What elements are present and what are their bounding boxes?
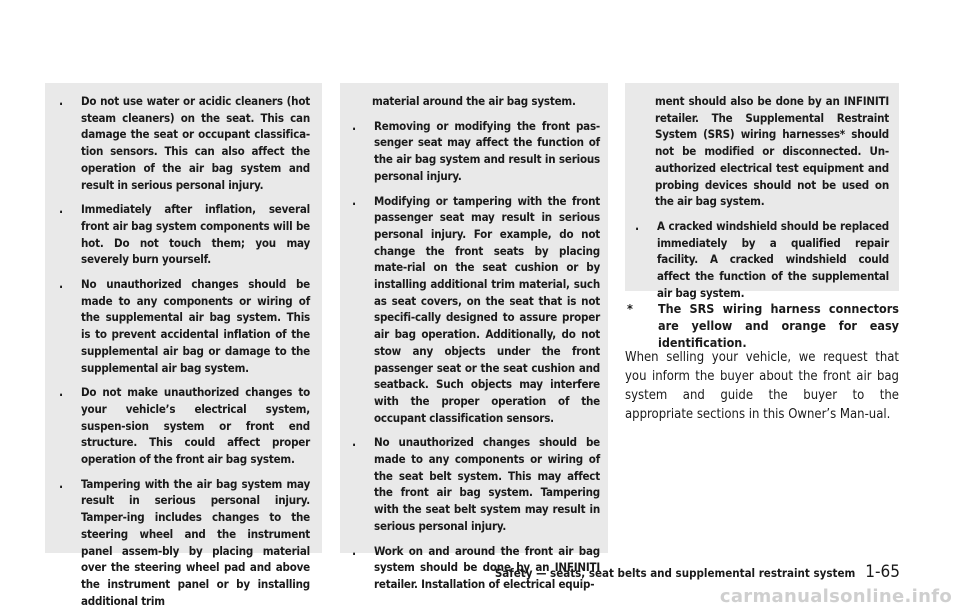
warning-column-2 bbox=[340, 83, 608, 591]
warning-bullet: . No unauthorized changes should be made to any components or wiring of the supplemental air bag system. This is to prevent accidental inflation of the supplemental air bag or damage to the supplemental air bag system. bbox=[59, 277, 310, 375]
footnote bbox=[625, 300, 899, 351]
warning-bullet: . Do not make unauthorized changes to your vehicle’s electrical system, suspen-sion system or front end structure. This could affect proper operation of the front air bag system. bbox=[59, 385, 310, 467]
warning-bullet: . A cracked windshield should be replaced immediately by a qualified repair facility. A cracked windshield could affect the function of the supplemental air bag system. bbox=[635, 218, 889, 300]
warning-bullet: . Modifying or tampering with the front passenger seat may result in serious personal injury. For example, do not change the front seats by placing mate-rial on the seat cushion or by installing additional trim material, such as seat covers, on the seat that is not specifi-cally designed to assure proper air bag operation. Additionally, do not stow any objects under the front passenger seat or the seat cushion and seatback. Such objects may interfere with the proper operation of the occupant classification sensors. bbox=[352, 193, 600, 425]
warning-bullet: . Removing or modifying the front pas-senger seat may affect the function of the air bag system and result in serious personal injury. bbox=[352, 118, 600, 183]
page-number: 1-65 bbox=[865, 562, 900, 582]
continued-text: material around the air bag system. bbox=[372, 94, 576, 108]
watermark: carmanualsonline.info bbox=[719, 586, 952, 607]
footnote-marker: * bbox=[627, 301, 633, 316]
warning-bullet: . Immediately after inflation, several front air bag system components will be hot. Do not touch them; you may severely burn yourself. bbox=[59, 202, 310, 267]
page-footer bbox=[486, 562, 900, 582]
warning-column-1 bbox=[45, 83, 322, 608]
footnote-text: The SRS wiring harness connectors are yellow and orange for easy identification. bbox=[658, 301, 899, 350]
warning-bullet: . Tampering with the air bag system may result in serious personal injury. Tamper-ing includes changes to the steering wheel and the instrument panel assem-bly by placing material over the steering wheel pad and above the instrument panel or by installing additional trim bbox=[59, 476, 310, 608]
section-title: Safety — seats, seat belts and supplemental restraint system bbox=[494, 566, 856, 580]
continued-text: ment should also be done by an INFINITI retailer. The Supplemental Restraint System (SRS) wiring harnesses* should not be modified or disconnected. Un-authorized electrical test equipment and probing devices should not be used on the air bag system. bbox=[655, 94, 889, 209]
body-paragraph: When selling your vehicle, we request that you inform the buyer about the front air bag system and guide the buyer to the appropriate sections in this Owner’s Man-ual. bbox=[625, 350, 899, 422]
warning-bullet: . No unauthorized changes should be made to any components or wiring of the seat belt system. This may affect the front air bag system. Tampering with the seat belt system may result in serious personal injury. bbox=[352, 435, 600, 533]
warning-bullet: . Do not use water or acidic cleaners (hot steam cleaners) on the seat. This can damage the seat or occupant classifica-tion sensors. This can also affect the operation of the air bag system and result in serious personal injury. bbox=[59, 94, 310, 192]
warning-bullet: . Work on and around the front air bag system should be done by an INFINITI retailer. Installation of electrical equip- bbox=[352, 543, 600, 591]
warning-column-3 bbox=[625, 83, 899, 300]
